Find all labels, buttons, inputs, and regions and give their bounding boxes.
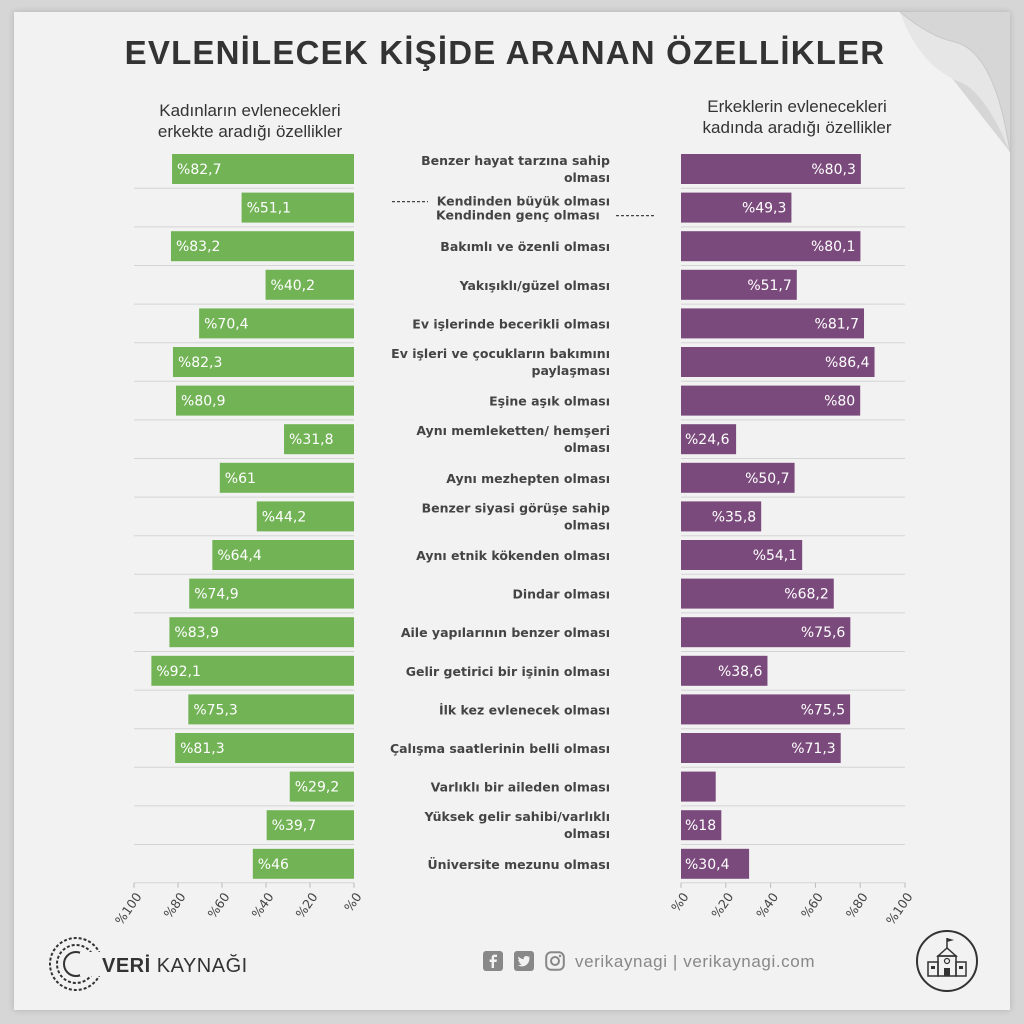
category-label: olması [563, 826, 610, 842]
category-label: Ev işlerinde becerikli olması [412, 316, 610, 332]
category-label: Aile yapılarının benzer olması [400, 625, 610, 641]
men-bar-label: %75,5 [800, 702, 846, 719]
facebook-icon[interactable] [483, 951, 503, 971]
category-label: Bakımlı ve özenli olması [440, 239, 610, 255]
women-bar-label: %74,9 [194, 586, 239, 603]
men-bar-label: %35,8 [711, 509, 757, 526]
women-bar-label: %83,9 [174, 625, 219, 642]
category-label: Eşine aşık olması [489, 393, 610, 409]
category-label: Dindar olması [512, 586, 610, 602]
veri-kaynagi-logo-icon [46, 934, 106, 994]
category-label: Üniversite mezunu olması [427, 856, 610, 872]
women-bar-label: %39,7 [271, 818, 317, 835]
right-tick-label: %60 [797, 889, 827, 922]
men-bar-label: %80,1 [810, 239, 856, 256]
left-subtitle-line-1: Kadınların evlenecekleri [159, 101, 341, 120]
twitter-icon[interactable] [514, 951, 534, 971]
men-bar-label: %80,3 [811, 162, 856, 178]
men-bar-label: %81,7 [814, 316, 860, 333]
category-label: Varlıklı bir aileden olması [430, 779, 610, 795]
women-bar-label: %83,2 [175, 239, 221, 256]
category-label: Benzer siyasi görüşe sahip [421, 500, 610, 516]
men-bar-label: %30,4 [685, 856, 730, 873]
category-label: Kendinden genç olması [436, 207, 600, 223]
category-label: Aynı memleketten/ hemşeri [416, 423, 610, 439]
category-label: olması [563, 440, 610, 456]
women-bar-label: %51,1 [246, 200, 292, 217]
men-bar-label: %86,4 [825, 355, 870, 371]
women-bar-label: %70,4 [204, 316, 249, 333]
category-label: olması [563, 170, 610, 185]
category-label: Ev işleri ve çocukların bakımını [391, 346, 610, 361]
category-label: Gelir getirici bir işinin olması [405, 663, 610, 679]
men-bar-label: %80 [824, 393, 856, 410]
footer-brand [102, 955, 248, 978]
category-label: Çalışma saatlerinin belli olması [389, 741, 610, 756]
footer-site-link[interactable]: verikaynagi | verikaynagi.com [575, 952, 816, 971]
women-bar-label: %31,8 [289, 432, 334, 449]
instagram-icon[interactable] [545, 951, 565, 971]
category-label: olması [563, 517, 610, 533]
men-bar-label: %51,7 [747, 277, 792, 294]
men-bar [681, 772, 716, 802]
men-bar-label: %18 [685, 818, 717, 835]
right-tick-label: %100 [882, 889, 916, 928]
right-tick-label: %20 [708, 889, 737, 922]
women-bar-label: %61 [224, 470, 256, 487]
women-bar-label: %92,1 [156, 663, 201, 680]
category-label: Yakışıklı/güzel olması [459, 277, 610, 293]
category-label: Yüksek gelir sahibi/varlıklı [424, 809, 610, 825]
category-label: paylaşması [531, 363, 610, 378]
category-label: İlk kez evlenecek olması [438, 702, 610, 718]
men-bar-label: %50,7 [745, 470, 790, 487]
left-tick-label: %40 [248, 889, 277, 922]
men-bar-label: %38,6 [717, 663, 763, 680]
right-subtitle-line-2: kadında aradığı özellikler [702, 118, 892, 137]
category-label: Kendinden büyük olması [436, 193, 610, 209]
left-tick-label: %0 [340, 889, 365, 915]
page-title: EVLENİLECEK KİŞİDE ARANAN ÖZELLİKLER [124, 34, 886, 71]
women-bar-label: %81,3 [180, 741, 225, 757]
left-tick-label: %100 [111, 889, 145, 928]
left-tick-label: %20 [292, 889, 321, 922]
women-bar-label: %80,9 [181, 393, 226, 410]
women-bar-label: %40,2 [270, 277, 316, 294]
men-bar-label: %49,3 [741, 200, 787, 217]
women-bar-label: %82,7 [177, 162, 222, 178]
brand-rest: KAYNAĞI [150, 955, 248, 977]
category-label: Benzer hayat tarzına sahip [421, 153, 610, 168]
men-bar-label: %24,6 [685, 432, 730, 449]
women-bar-label: %82,3 [177, 355, 223, 371]
men-bar-label: %75,6 [800, 625, 846, 642]
women-bar-label: %75,3 [193, 702, 238, 719]
left-subtitle-line-2: erkekte aradığı özellikler [157, 122, 343, 141]
category-label: Aynı mezhepten olması [446, 470, 610, 486]
right-subtitle-line-1: Erkeklerin evlenecekleri [707, 97, 887, 116]
men-bar-label: %54,1 [752, 548, 798, 564]
left-tick-label: %80 [160, 889, 189, 922]
brand-bold: VERİ [102, 955, 151, 977]
women-bar-label: %46 [257, 856, 289, 873]
school-building-icon [914, 928, 980, 994]
right-tick-label: %40 [753, 889, 782, 922]
women-bar-label: %29,2 [294, 779, 340, 796]
right-tick-label: %0 [667, 889, 692, 915]
women-bar-label: %64,4 [217, 548, 262, 564]
men-bar-label: %68,2 [784, 586, 829, 603]
right-tick-label: %80 [842, 889, 871, 922]
left-tick-label: %60 [204, 889, 233, 922]
women-bar-label: %44,2 [261, 509, 307, 526]
men-bar-label: %71,3 [791, 741, 836, 757]
category-label: Aynı etnik kökenden olması [416, 548, 610, 563]
